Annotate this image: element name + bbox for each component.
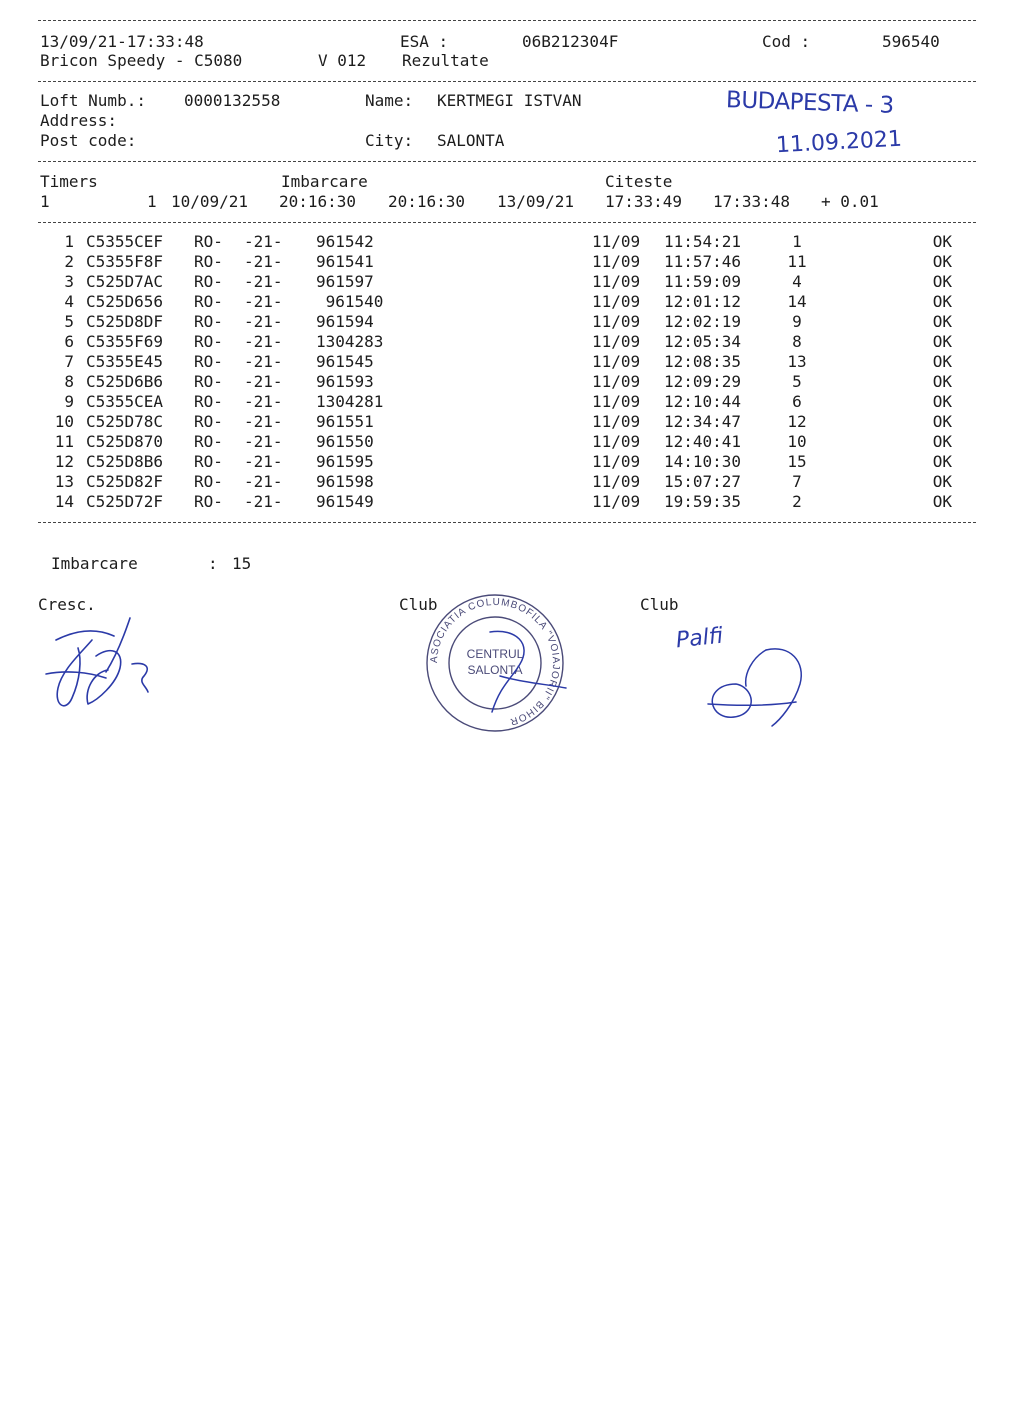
city-value: SALONTA [437,131,505,150]
row-chip: C525D72F [86,492,164,511]
row-date: 11/09 [592,472,641,491]
row-index: 12 [54,452,74,471]
city-label: City: [365,131,414,150]
row-date: 11/09 [592,332,641,351]
row-index: 10 [54,412,74,431]
row-ring: 961541 [316,252,374,271]
table-row [0,392,1024,412]
row-country: RO- [194,332,223,351]
row-status: OK [932,392,952,411]
row-country: RO- [194,252,223,271]
row-ring: 961550 [316,432,374,451]
club2-label: Club [640,595,679,614]
row-date: 11/09 [592,432,641,451]
timer-deviation: + 0.01 [821,192,879,211]
table-row [0,332,1024,352]
row-ring: 961545 [316,352,374,371]
row-year: -21- [244,392,283,411]
cod-label: Cod : [762,32,811,51]
name-label: Name: [365,91,414,110]
row-status: OK [932,252,952,271]
embark-date: 10/09/21 [171,192,249,211]
stamp-outer-text: ASOCIATIA COLUMBOFILA "VOIAJORII" BIHOR [428,596,562,728]
row-status: OK [932,232,952,251]
table-row [0,272,1024,292]
row-time: 11:59:09 [664,272,742,291]
summary-imbarcare-value: 15 [232,554,252,573]
row-index: 6 [64,332,74,351]
row-time: 19:59:35 [664,492,742,511]
imbarcare-header: Imbarcare [281,172,368,191]
row-year: -21- [244,252,283,271]
row-chip: C5355F69 [86,332,164,351]
club-signature-text: Palfi [674,623,725,654]
row-date: 11/09 [592,312,641,331]
row-time: 15:07:27 [664,472,742,491]
rule-results-bottom [38,522,976,523]
esa-value: 06B212304F [522,32,619,51]
row-year: -21- [244,232,283,251]
row-date: 11/09 [592,412,641,431]
row-ring: 1304283 [316,332,384,351]
row-country: RO- [194,352,223,371]
timers-label: Timers [40,172,98,191]
row-ring: 961595 [316,452,374,471]
row-year: -21- [244,432,283,451]
row-position: 8 [792,332,802,351]
row-time: 11:54:21 [664,232,742,251]
row-index: 7 [64,352,74,371]
club1-label: Club [399,595,438,614]
row-position: 5 [792,372,802,391]
row-year: -21- [244,492,283,511]
row-position: 11 [787,252,807,271]
row-position: 15 [787,452,807,471]
row-chip: C5355CEF [86,232,164,251]
esa-label: ESA : [400,32,449,51]
row-position: 6 [792,392,802,411]
row-index: 9 [64,392,74,411]
row-ring: 961593 [316,372,374,391]
loft-label: Loft Numb.: [40,91,146,110]
row-status: OK [932,272,952,291]
club-signature [700,640,810,730]
row-chip: C5355E45 [86,352,164,371]
row-index: 2 [64,252,74,271]
row-year: -21- [244,412,283,431]
embark-time-1: 20:16:30 [279,192,357,211]
rule-header-bottom [38,81,976,82]
row-year: -21- [244,352,283,371]
summary-separator: : [208,554,218,573]
row-ring: 961549 [316,492,374,511]
table-row [0,252,1024,272]
row-index: 13 [54,472,74,491]
summary-imbarcare-label: Imbarcare [51,554,138,573]
table-row [0,312,1024,332]
row-country: RO- [194,432,223,451]
row-ring: 961551 [316,412,374,431]
row-date: 11/09 [592,372,641,391]
row-time: 11:57:46 [664,252,742,271]
club-stamp [420,588,570,738]
row-chip: C525D82F [86,472,164,491]
row-date: 11/09 [592,492,641,511]
row-time: 12:05:34 [664,332,742,351]
handwritten-race-date: 11.09.2021 [775,126,903,159]
row-country: RO- [194,392,223,411]
row-year: -21- [244,372,283,391]
cod-value: 596540 [882,32,940,51]
row-ring: 961598 [316,472,374,491]
row-year: -21- [244,272,283,291]
rule-fancier-bottom [38,161,976,162]
row-year: -21- [244,472,283,491]
read-time-1: 17:33:49 [605,192,683,211]
stamp-inner-line2: SALONTA [467,663,523,677]
row-status: OK [932,492,952,511]
row-country: RO- [194,232,223,251]
row-status: OK [932,372,952,391]
rule-top [38,20,976,21]
row-ring: 961540 [316,292,384,311]
row-chip: C525D8B6 [86,452,164,471]
row-chip: C525D78C [86,412,164,431]
row-date: 11/09 [592,392,641,411]
row-chip: C525D6B6 [86,372,164,391]
row-status: OK [932,332,952,351]
table-row [0,412,1024,432]
table-row [0,292,1024,312]
row-date: 11/09 [592,252,641,271]
row-status: OK [932,412,952,431]
row-country: RO- [194,412,223,431]
row-chip: C5355F8F [86,252,164,271]
row-position: 10 [787,432,807,451]
row-time: 12:02:19 [664,312,742,331]
row-year: -21- [244,332,283,351]
table-row [0,432,1024,452]
row-date: 11/09 [592,232,641,251]
row-status: OK [932,452,952,471]
name-value: KERTMEGI ISTVAN [437,91,582,110]
row-time: 14:10:30 [664,452,742,471]
row-date: 11/09 [592,452,641,471]
postcode-label: Post code: [40,131,137,150]
row-index: 14 [54,492,74,511]
row-country: RO- [194,452,223,471]
table-row [0,372,1024,392]
table-row [0,492,1024,512]
rule-timers-bottom [38,222,976,223]
row-position: 4 [792,272,802,291]
row-chip: C5355CEA [86,392,164,411]
report-type: Rezultate [402,51,489,70]
row-year: -21- [244,312,283,331]
row-index: 1 [64,232,74,251]
row-year: -21- [244,452,283,471]
results-table [0,232,1024,514]
row-country: RO- [194,312,223,331]
table-row [0,452,1024,472]
cresc-label: Cresc. [38,595,96,614]
timer-no: 1 [147,192,157,211]
row-position: 12 [787,412,807,431]
row-country: RO- [194,492,223,511]
row-ring: 961594 [316,312,374,331]
row-date: 11/09 [592,352,641,371]
read-time-2: 17:33:48 [713,192,791,211]
row-time: 12:01:12 [664,292,742,311]
table-row [0,352,1024,372]
row-position: 9 [792,312,802,331]
row-time: 12:40:41 [664,432,742,451]
stamp-inner-line1: CENTRUL [466,647,524,661]
row-index: 5 [64,312,74,331]
table-row [0,232,1024,252]
timer-index: 1 [40,192,50,211]
row-index: 11 [54,432,74,451]
row-country: RO- [194,372,223,391]
read-date: 13/09/21 [497,192,575,211]
row-ring: 961597 [316,272,374,291]
embark-time-2: 20:16:30 [388,192,466,211]
row-date: 11/09 [592,292,641,311]
address-label: Address: [40,111,118,130]
row-index: 8 [64,372,74,391]
row-time: 12:10:44 [664,392,742,411]
row-index: 3 [64,272,74,291]
citeste-header: Citeste [605,172,673,191]
header-datetime: 13/09/21-17:33:48 [40,32,204,51]
row-position: 7 [792,472,802,491]
row-position: 14 [787,292,807,311]
row-status: OK [932,432,952,451]
row-country: RO- [194,472,223,491]
row-ring: 961542 [316,232,374,251]
row-status: OK [932,292,952,311]
row-country: RO- [194,292,223,311]
row-chip: C525D870 [86,432,164,451]
device-version: V 012 [318,51,367,70]
row-ring: 1304281 [316,392,384,411]
loft-value: 0000132558 [184,91,281,110]
table-row [0,472,1024,492]
row-chip: C525D7AC [86,272,164,291]
device-name: Bricon Speedy - C5080 [40,51,243,70]
row-status: OK [932,352,952,371]
row-time: 12:34:47 [664,412,742,431]
handwritten-race: BUDAPESTA - 3 [725,87,895,119]
row-date: 11/09 [592,272,641,291]
row-status: OK [932,472,952,491]
row-chip: C525D656 [86,292,164,311]
row-year: -21- [244,292,283,311]
row-position: 2 [792,492,802,511]
breeder-signature [36,612,166,722]
row-time: 12:08:35 [664,352,742,371]
row-status: OK [932,312,952,331]
row-chip: C525D8DF [86,312,164,331]
row-time: 12:09:29 [664,372,742,391]
row-index: 4 [64,292,74,311]
row-position: 1 [792,232,802,251]
row-country: RO- [194,272,223,291]
row-position: 13 [787,352,807,371]
